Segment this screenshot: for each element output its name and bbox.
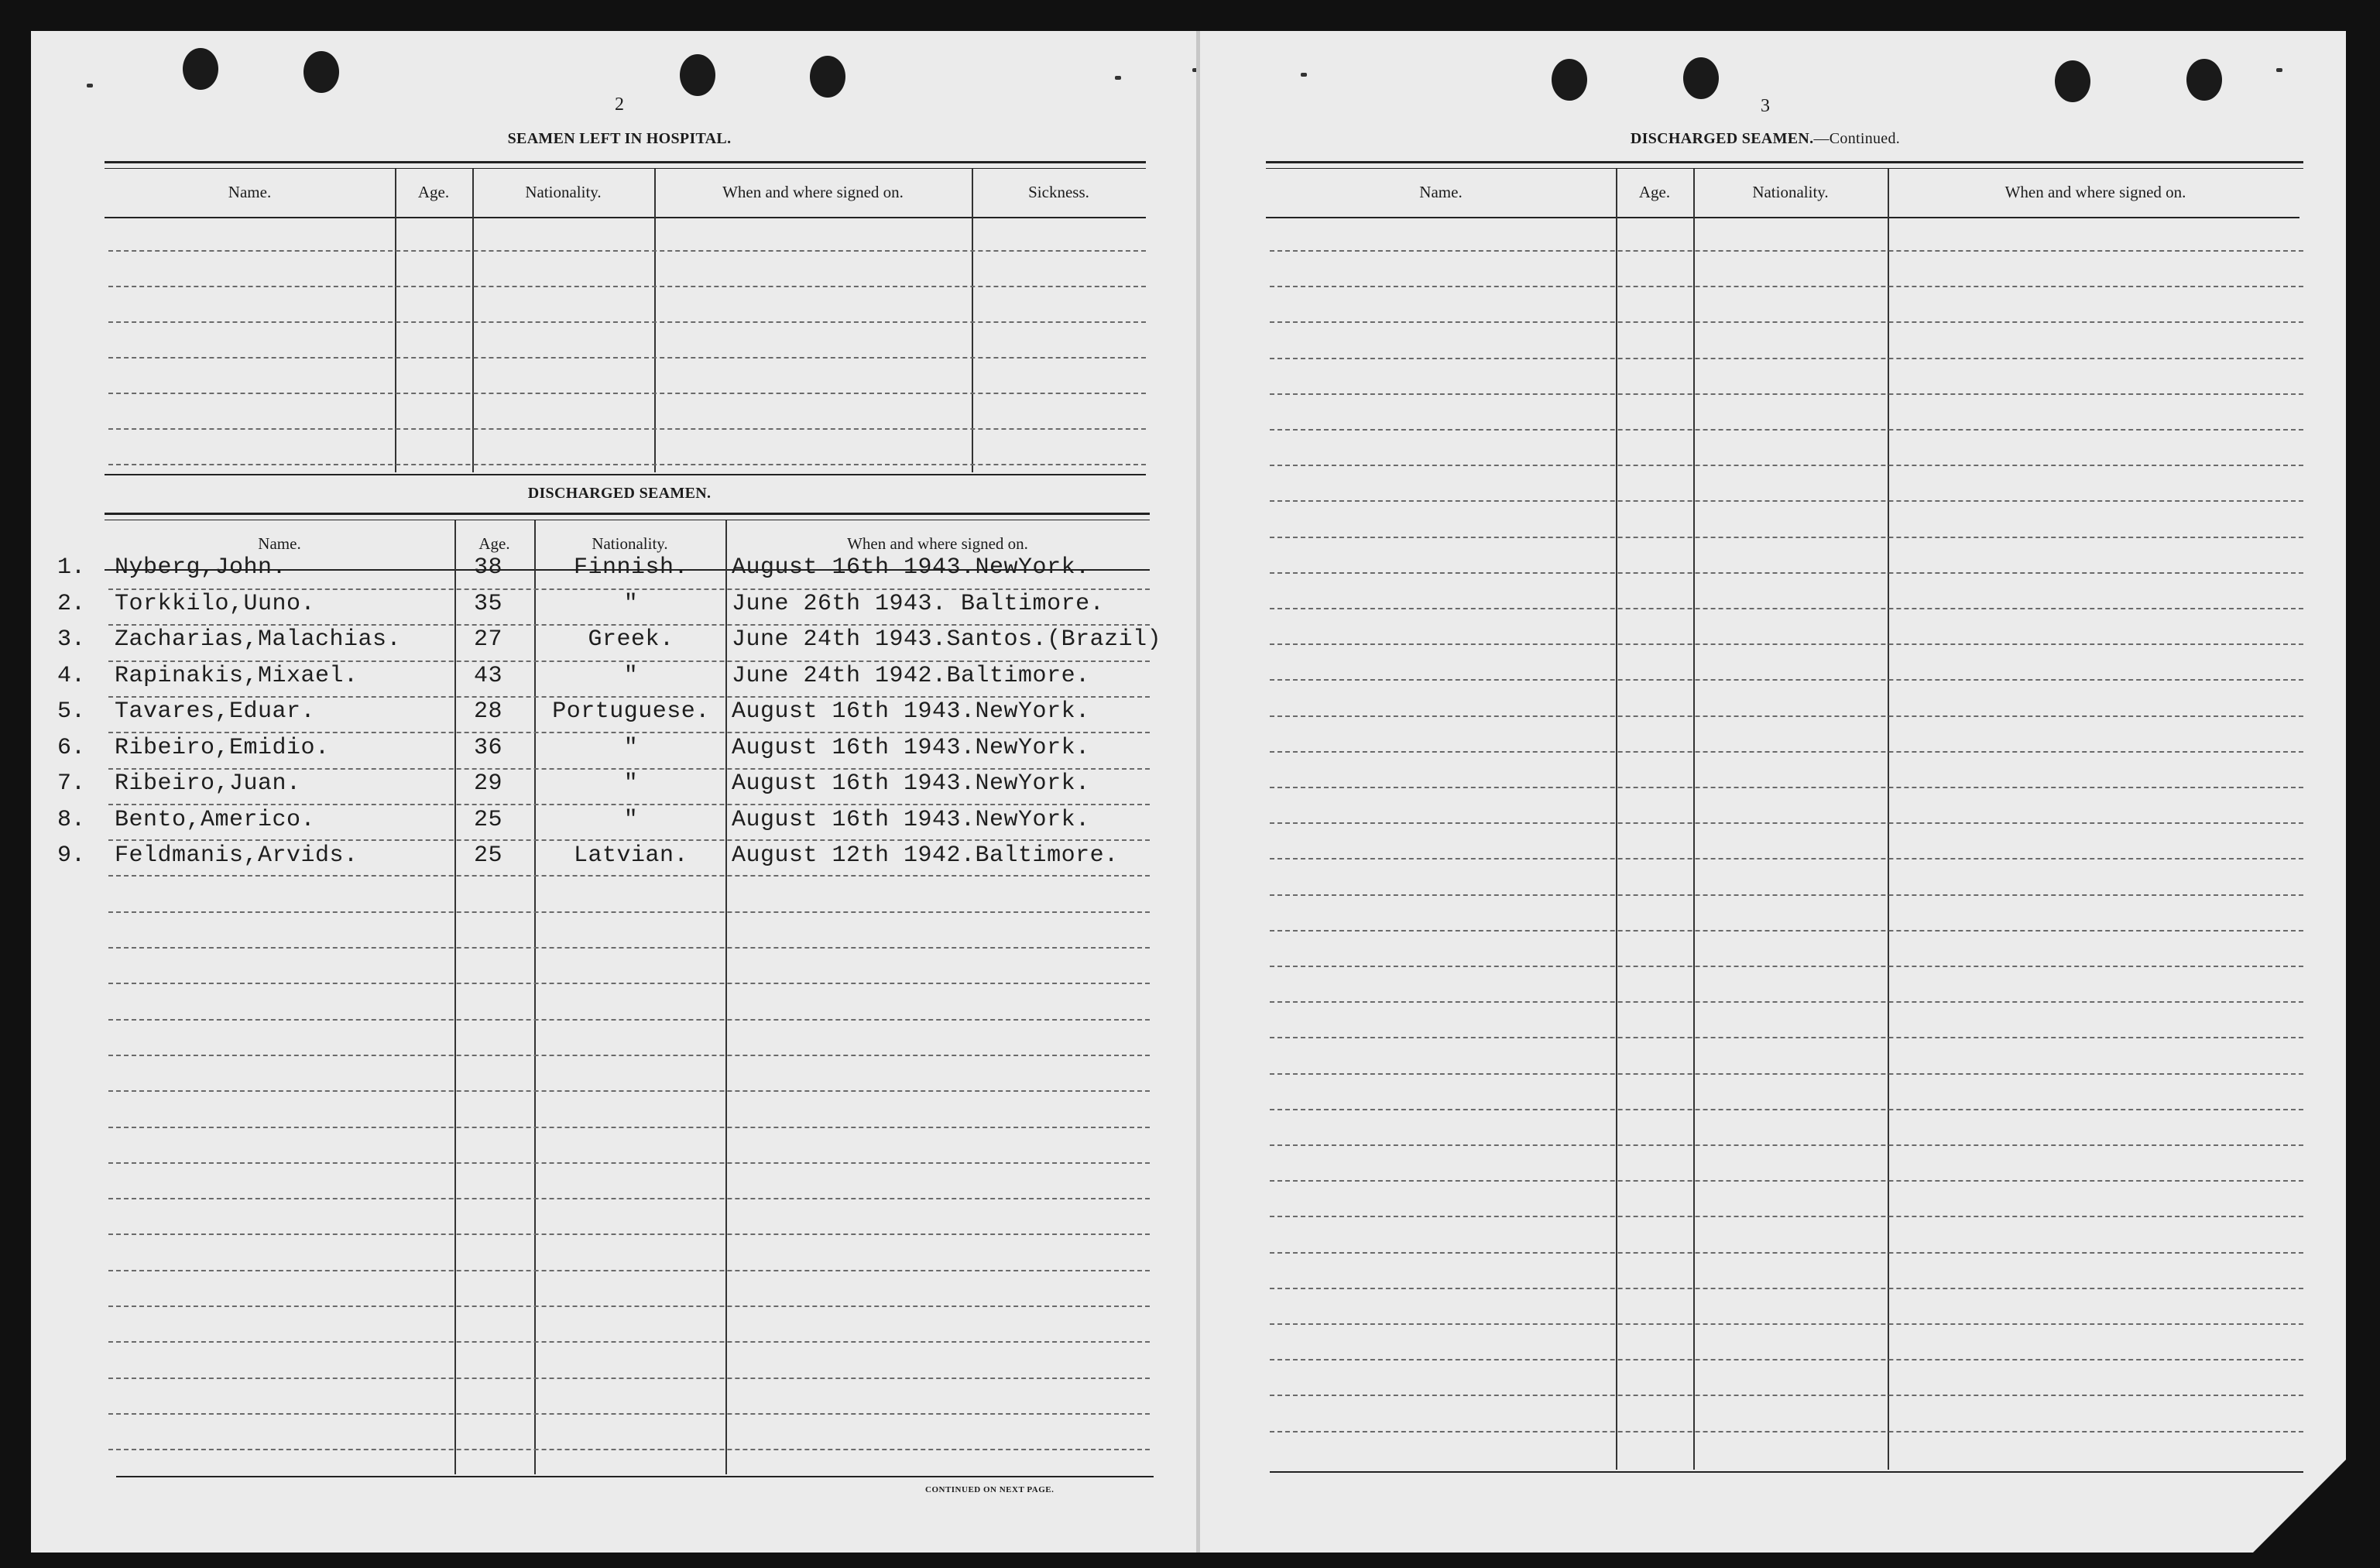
hospital-col-divider [972, 169, 973, 472]
hospital-section-title: SEAMEN LEFT IN HOSPITAL. [507, 130, 732, 147]
right-row-line [1270, 572, 2303, 574]
entry-name: Nyberg,John. [115, 554, 287, 581]
hospital-col-age: Age. [417, 183, 450, 201]
right-section-title-suffix: —Continued. [1813, 130, 1901, 147]
right-row-line [1270, 1109, 2303, 1110]
entry-name: Tavares,Eduar. [115, 698, 316, 725]
entry-nationality: Finnish. [573, 554, 689, 581]
punch-hole [304, 51, 339, 93]
right-row-line [1270, 966, 2303, 967]
hospital-row-line [108, 321, 1146, 323]
right-row-line [1270, 286, 2303, 287]
right-row-line [1270, 1395, 2303, 1396]
right-row-line [1270, 1037, 2303, 1038]
punch-hole [183, 48, 218, 90]
page-number-left: 2 [615, 94, 624, 115]
entry-age: 35 [474, 591, 503, 617]
entry-signed-on: June 24th 1943.Santos.(Brazil) [732, 626, 1162, 653]
page-number-right: 3 [1761, 96, 1770, 116]
entry-age: 43 [474, 663, 503, 689]
hospital-col-divider [395, 169, 396, 472]
right-row-line [1270, 930, 2303, 932]
discharged-row-line [108, 1413, 1150, 1415]
hospital-row-line [108, 393, 1146, 394]
right-row-line [1270, 1001, 2303, 1003]
punch-hole [1683, 57, 1719, 99]
punch-hole [2186, 59, 2222, 101]
discharged-row-line [108, 983, 1150, 984]
hospital-col-nationality: Nationality. [525, 183, 602, 201]
right-col-divider [1616, 169, 1617, 1470]
right-row-line [1270, 393, 2303, 395]
hospital-row-line [108, 357, 1146, 359]
discharged-row-line [108, 1198, 1150, 1199]
entry-number: 9. [57, 842, 85, 869]
entry-nationality: " [623, 591, 639, 617]
right-row-line [1270, 321, 2303, 323]
right-row-line [1270, 1252, 2303, 1254]
entry-signed-on: August 16th 1943.NewYork. [732, 807, 1090, 833]
right-section-title [1572, 130, 1959, 148]
right-row-line [1270, 787, 2303, 788]
hospital-row-line [108, 250, 1146, 252]
speck [1301, 73, 1307, 77]
entry-nationality: Greek. [588, 626, 674, 653]
entry-age: 38 [474, 554, 503, 581]
entry-signed-on: August 16th 1943.NewYork. [732, 770, 1090, 797]
right-table-bottom-rule [1270, 1471, 2303, 1473]
ledger-sheet [31, 31, 2346, 1553]
discharged-row-line [108, 1127, 1150, 1128]
hospital-header-rule [105, 217, 1146, 218]
continued-footer: CONTINUED ON NEXT PAGE. [925, 1485, 1055, 1494]
page-corner [2253, 1460, 2346, 1553]
discharged-row-line [108, 1019, 1150, 1021]
right-row-line [1270, 500, 2303, 502]
right-row-line [1270, 1323, 2303, 1325]
entry-signed-on: June 26th 1943. Baltimore. [732, 591, 1105, 617]
discharged-col-name: Name. [258, 534, 301, 553]
right-row-line [1270, 894, 2303, 896]
punch-hole [1552, 59, 1587, 101]
discharged-row-line [108, 660, 1150, 662]
right-row-line [1270, 358, 2303, 359]
discharged-col-divider [454, 520, 456, 1474]
right-header-rule [1266, 217, 2299, 218]
right-col-divider [1888, 169, 1889, 1470]
discharged-table-bottom-rule [116, 1476, 1154, 1477]
page-fold [1196, 31, 1200, 1553]
right-col-signed-on: When and where signed on. [2004, 183, 2186, 201]
discharged-row-line [108, 804, 1150, 805]
discharged-row-line [108, 947, 1150, 949]
right-col-age: Age. [1638, 183, 1671, 201]
speck [87, 84, 93, 87]
entry-age: 27 [474, 626, 503, 653]
entry-signed-on: August 16th 1943.NewYork. [732, 698, 1090, 725]
discharged-row-line [108, 1378, 1150, 1379]
entry-number: 5. [57, 698, 85, 725]
discharged-row-line [108, 768, 1150, 770]
entry-name: Ribeiro,Juan. [115, 770, 301, 797]
discharged-row-line [108, 911, 1150, 913]
right-col-nationality: Nationality. [1752, 183, 1829, 201]
right-row-line [1270, 1431, 2303, 1432]
discharged-row-line [108, 696, 1150, 698]
entry-signed-on: June 24th 1942.Baltimore. [732, 663, 1090, 689]
entry-age: 25 [474, 807, 503, 833]
right-row-line [1270, 429, 2303, 431]
discharged-row-line [108, 732, 1150, 733]
punch-hole [680, 54, 715, 96]
hospital-col-name: Name. [228, 183, 272, 201]
hospital-col-signed-on: When and where signed on. [722, 183, 904, 201]
entry-name: Ribeiro,Emidio. [115, 735, 330, 761]
right-row-line [1270, 1180, 2303, 1182]
discharged-row-line [108, 1341, 1150, 1343]
right-col-name: Name. [1419, 183, 1463, 201]
discharged-row-line [108, 875, 1150, 877]
hospital-row-line [108, 428, 1146, 430]
right-row-line [1270, 822, 2303, 824]
discharged-row-line [108, 1055, 1150, 1056]
entry-name: Bento,Americo. [115, 807, 316, 833]
entry-age: 36 [474, 735, 503, 761]
discharged-row-line [108, 1270, 1150, 1271]
hospital-col-divider [472, 169, 474, 472]
entry-nationality: " [623, 807, 639, 833]
discharged-col-nationality: Nationality. [592, 534, 668, 553]
discharged-row-line [108, 1306, 1150, 1307]
right-row-line [1270, 465, 2303, 466]
right-section-title-text: DISCHARGED SEAMEN. [1630, 130, 1814, 147]
entry-age: 28 [474, 698, 503, 725]
right-table-top-rule [1266, 161, 2303, 169]
right-row-line [1270, 858, 2303, 859]
right-row-line [1270, 1073, 2303, 1075]
entry-name: Rapinakis,Mixael. [115, 663, 358, 689]
entry-name: Zacharias,Malachias. [115, 626, 402, 653]
punch-hole [810, 56, 845, 98]
right-row-line [1270, 1288, 2303, 1289]
entry-age: 29 [474, 770, 503, 797]
entry-age: 25 [474, 842, 503, 869]
speck [1115, 76, 1121, 80]
right-row-line [1270, 643, 2303, 645]
entry-number: 3. [57, 626, 85, 653]
entry-nationality: " [623, 735, 639, 761]
discharged-row-line [108, 624, 1150, 626]
entry-nationality: " [623, 770, 639, 797]
right-row-line [1270, 751, 2303, 753]
discharged-section-title: DISCHARGED SEAMEN. [527, 485, 712, 502]
entry-number: 6. [57, 735, 85, 761]
entry-number: 8. [57, 807, 85, 833]
discharged-table-top-rule [105, 513, 1150, 520]
hospital-row-line [108, 286, 1146, 287]
entry-number: 1. [57, 554, 85, 581]
right-row-line [1270, 1216, 2303, 1217]
speck [2276, 68, 2282, 72]
hospital-col-divider [654, 169, 656, 472]
right-row-line [1270, 250, 2303, 252]
hospital-table-top-rule [105, 161, 1146, 169]
entry-number: 2. [57, 591, 85, 617]
discharged-col-divider [725, 520, 727, 1474]
entry-nationality: Latvian. [573, 842, 689, 869]
right-row-line [1270, 1359, 2303, 1360]
entry-nationality: " [623, 663, 639, 689]
right-row-line [1270, 715, 2303, 717]
right-row-line [1270, 679, 2303, 681]
entry-signed-on: August 12th 1942.Baltimore. [732, 842, 1119, 869]
discharged-row-line [108, 839, 1150, 841]
right-row-line [1270, 537, 2303, 538]
discharged-col-age: Age. [478, 534, 510, 553]
discharged-row-line [108, 1090, 1150, 1092]
hospital-table-bottom-rule [105, 474, 1146, 475]
entry-name: Feldmanis,Arvids. [115, 842, 358, 869]
punch-hole [2055, 60, 2090, 102]
entry-signed-on: August 16th 1943.NewYork. [732, 554, 1090, 581]
right-col-divider [1693, 169, 1695, 1470]
right-row-line [1270, 608, 2303, 609]
discharged-col-signed-on: When and where signed on. [847, 534, 1028, 553]
discharged-row-line [108, 1449, 1150, 1450]
discharged-col-divider [534, 520, 536, 1474]
entry-number: 7. [57, 770, 85, 797]
discharged-row-line [108, 588, 1150, 590]
entry-number: 4. [57, 663, 85, 689]
hospital-row-line [108, 464, 1146, 465]
discharged-row-line [108, 1162, 1150, 1164]
entry-signed-on: August 16th 1943.NewYork. [732, 735, 1090, 761]
right-row-line [1270, 1144, 2303, 1146]
entry-name: Torkkilo,Uuno. [115, 591, 316, 617]
discharged-row-line [108, 1233, 1150, 1235]
entry-nationality: Portuguese. [552, 698, 710, 725]
hospital-col-sickness: Sickness. [1028, 183, 1089, 201]
